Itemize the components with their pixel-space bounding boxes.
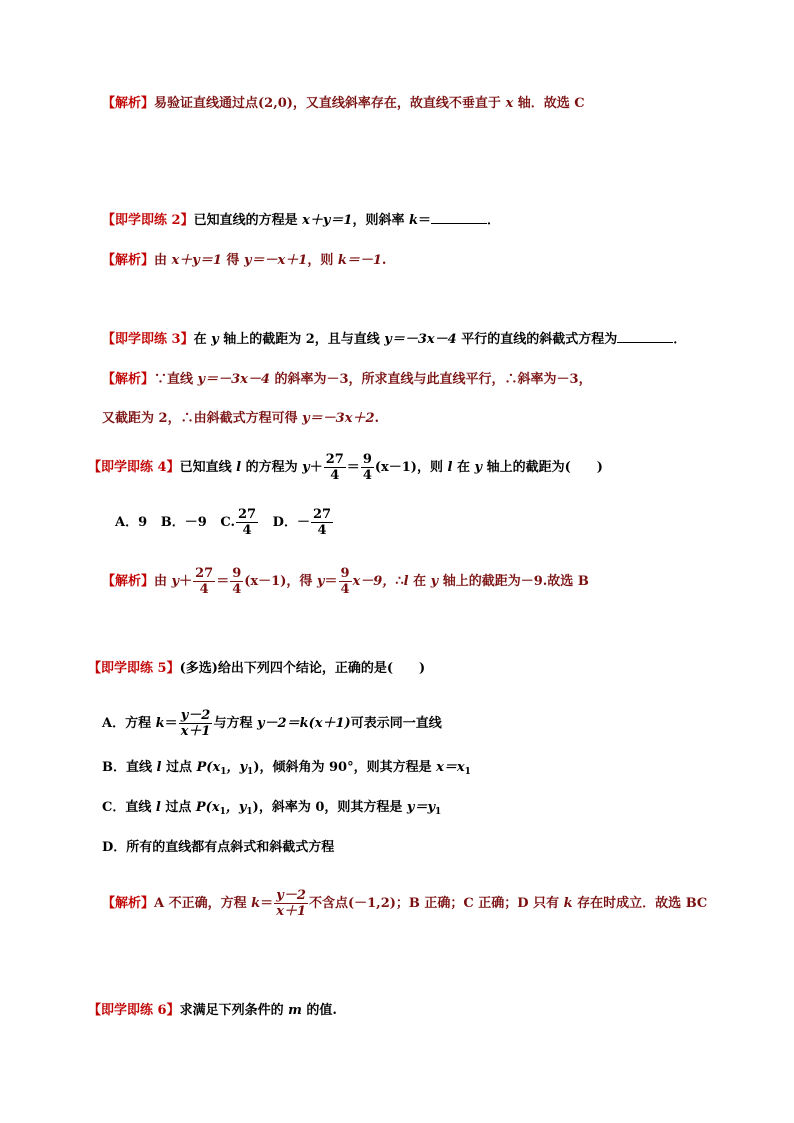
q3-solution-line2: 又截距为 2，∴由斜截式方程可得 y＝－3x＋2.	[102, 411, 380, 426]
q5-question: 【即学即练 5】(多选)给出下列四个结论，正确的是( )	[88, 661, 426, 676]
solution-tag: 【解析】	[102, 96, 155, 111]
exercise-tag: 【即学即练 4】	[88, 460, 180, 475]
option-c: C. $\frac{27}{4}$	[220, 507, 257, 538]
q6-question: 【即学即练 6】求满足下列条件的 m 的值.	[88, 1003, 337, 1018]
solution-tag: 【解析】	[102, 896, 155, 911]
q4-options	[115, 507, 334, 538]
exercise-tag: 【即学即练 3】	[102, 332, 194, 347]
q5-option-c: C．直线 l 过点 $P(x_1$，$y_1$)，斜率为 0，则其方程是 $y=y_1$	[102, 800, 442, 817]
solution-tag: 【解析】	[102, 574, 155, 589]
solution-text: 易验证直线通过点(2,0)，又直线斜率存在，故直线不垂直于	[154, 96, 506, 111]
q5-solution: 【解析】A 不正确，方程 k＝ $\frac{y-2}{x+1}$ 不含点(－1,2)；B 正确；C 正确；D 只有 k 存在时成立．故选 BC	[102, 888, 708, 919]
solution-tag: 【解析】	[102, 253, 155, 268]
option-d: D．－ $\frac{27}{4}$	[272, 507, 332, 538]
exercise-tag: 【即学即练 2】	[102, 213, 194, 228]
solution-tag: 【解析】	[102, 372, 155, 387]
exercise-tag: 【即学即练 5】	[88, 661, 180, 676]
q4-question: 【即学即练 4】已知直线 l 的方程为 y＋ $\frac{27}{4}$ ＝ $\frac{9}{4}$ (x－1)，则 l 在 y 轴上的截距为( )	[88, 452, 603, 483]
q5-option-b: B．直线 l 过点 $P(x_1$，$y_1$)，倾斜角为 90°，则其方程是 $x=x_1$	[102, 760, 471, 777]
q4-solution: 【解析】由 y＋ $\frac{27}{4}$ ＝ $\frac{9}{4}$ (x－1)，得 y＝ $\frac{9}{4}$ x－9，∴l 在 y 轴上的截距为－9.故选 B	[102, 566, 589, 597]
answer-blank	[431, 211, 487, 224]
q3-solution-line1: 【解析】∵直线 y＝－3x－4 的斜率为－3，所求直线与此直线平行，∴斜率为－3，	[102, 372, 592, 387]
q5-option-d: D．所有的直线都有点斜式和斜截式方程	[102, 840, 335, 855]
q3-question: 【即学即练 3】在 y 轴上的截距为 2，且与直线 y＝－3x－4 平行的直线的斜截式方程为 ．	[102, 332, 687, 347]
q1-solution: 【解析】易验证直线通过点(2,0)，又直线斜率存在，故直线不垂直于 x 轴．故选 C	[102, 96, 585, 111]
option-a: A．9	[115, 515, 148, 530]
fraction: $\frac{27}{4}$	[325, 452, 344, 483]
fraction: $\frac{9}{4}$	[362, 452, 372, 483]
exercise-tag: 【即学即练 6】	[88, 1003, 180, 1018]
q2-question: 【即学即练 2】已知直线的方程是 x＋y＝1，则斜率 k＝ ．	[102, 213, 501, 228]
option-b: B．－9	[160, 515, 207, 530]
answer-blank	[617, 330, 673, 343]
q2-solution: 【解析】由 x＋y＝1 得 y＝－x＋1，则 k＝－1.	[102, 253, 387, 268]
q5-option-a: A．方程 k＝ $\frac{y-2}{x+1}$ 与方程 y－2＝k(x＋1)可表示同一直线	[102, 708, 442, 739]
